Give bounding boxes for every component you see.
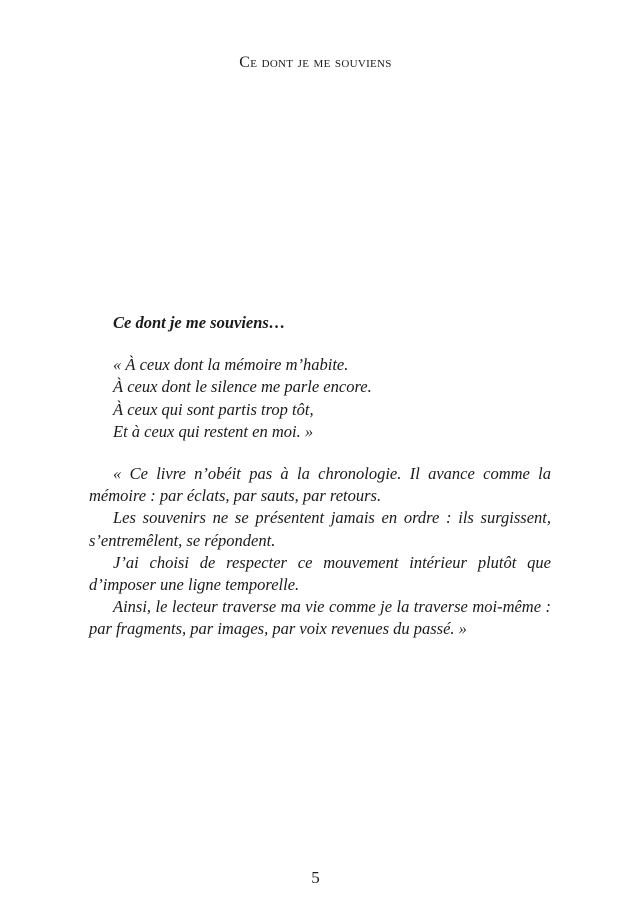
dedication-line: Et à ceux qui restent en moi. » (113, 421, 314, 441)
note-paragraph: Les souvenirs ne se présentent jamais en ordre : ils surgissent, s’entremêlent, se répondent. (89, 508, 551, 550)
dedication-line: À ceux qui sont partis trop tôt, (113, 399, 314, 419)
dedication (89, 354, 551, 443)
running-head: Ce dont je me souviens (239, 54, 392, 71)
author-note (89, 463, 551, 641)
page-number: 5 (311, 868, 320, 887)
page-body (89, 312, 551, 641)
section-heading: Ce dont je me souviens… (113, 313, 286, 332)
dedication-line: « À ceux dont la mémoire m’habite. (113, 355, 349, 375)
note-paragraph: J’ai choisi de respecter ce mouvement intérieur plutôt que d’imposer une ligne temporelle. (89, 552, 551, 595)
note-paragraph: « Ce livre n’obéit pas à la chronologie. Il avance comme la mémoire : par éclats, par sauts, par retours. (89, 464, 551, 506)
dedication-line: À ceux dont le silence me parle encore. (113, 377, 372, 397)
note-paragraph: Ainsi, le lecteur traverse ma vie comme je la traverse moi-même : par fragments, par images, par voix revenues du passé. » (89, 597, 551, 639)
